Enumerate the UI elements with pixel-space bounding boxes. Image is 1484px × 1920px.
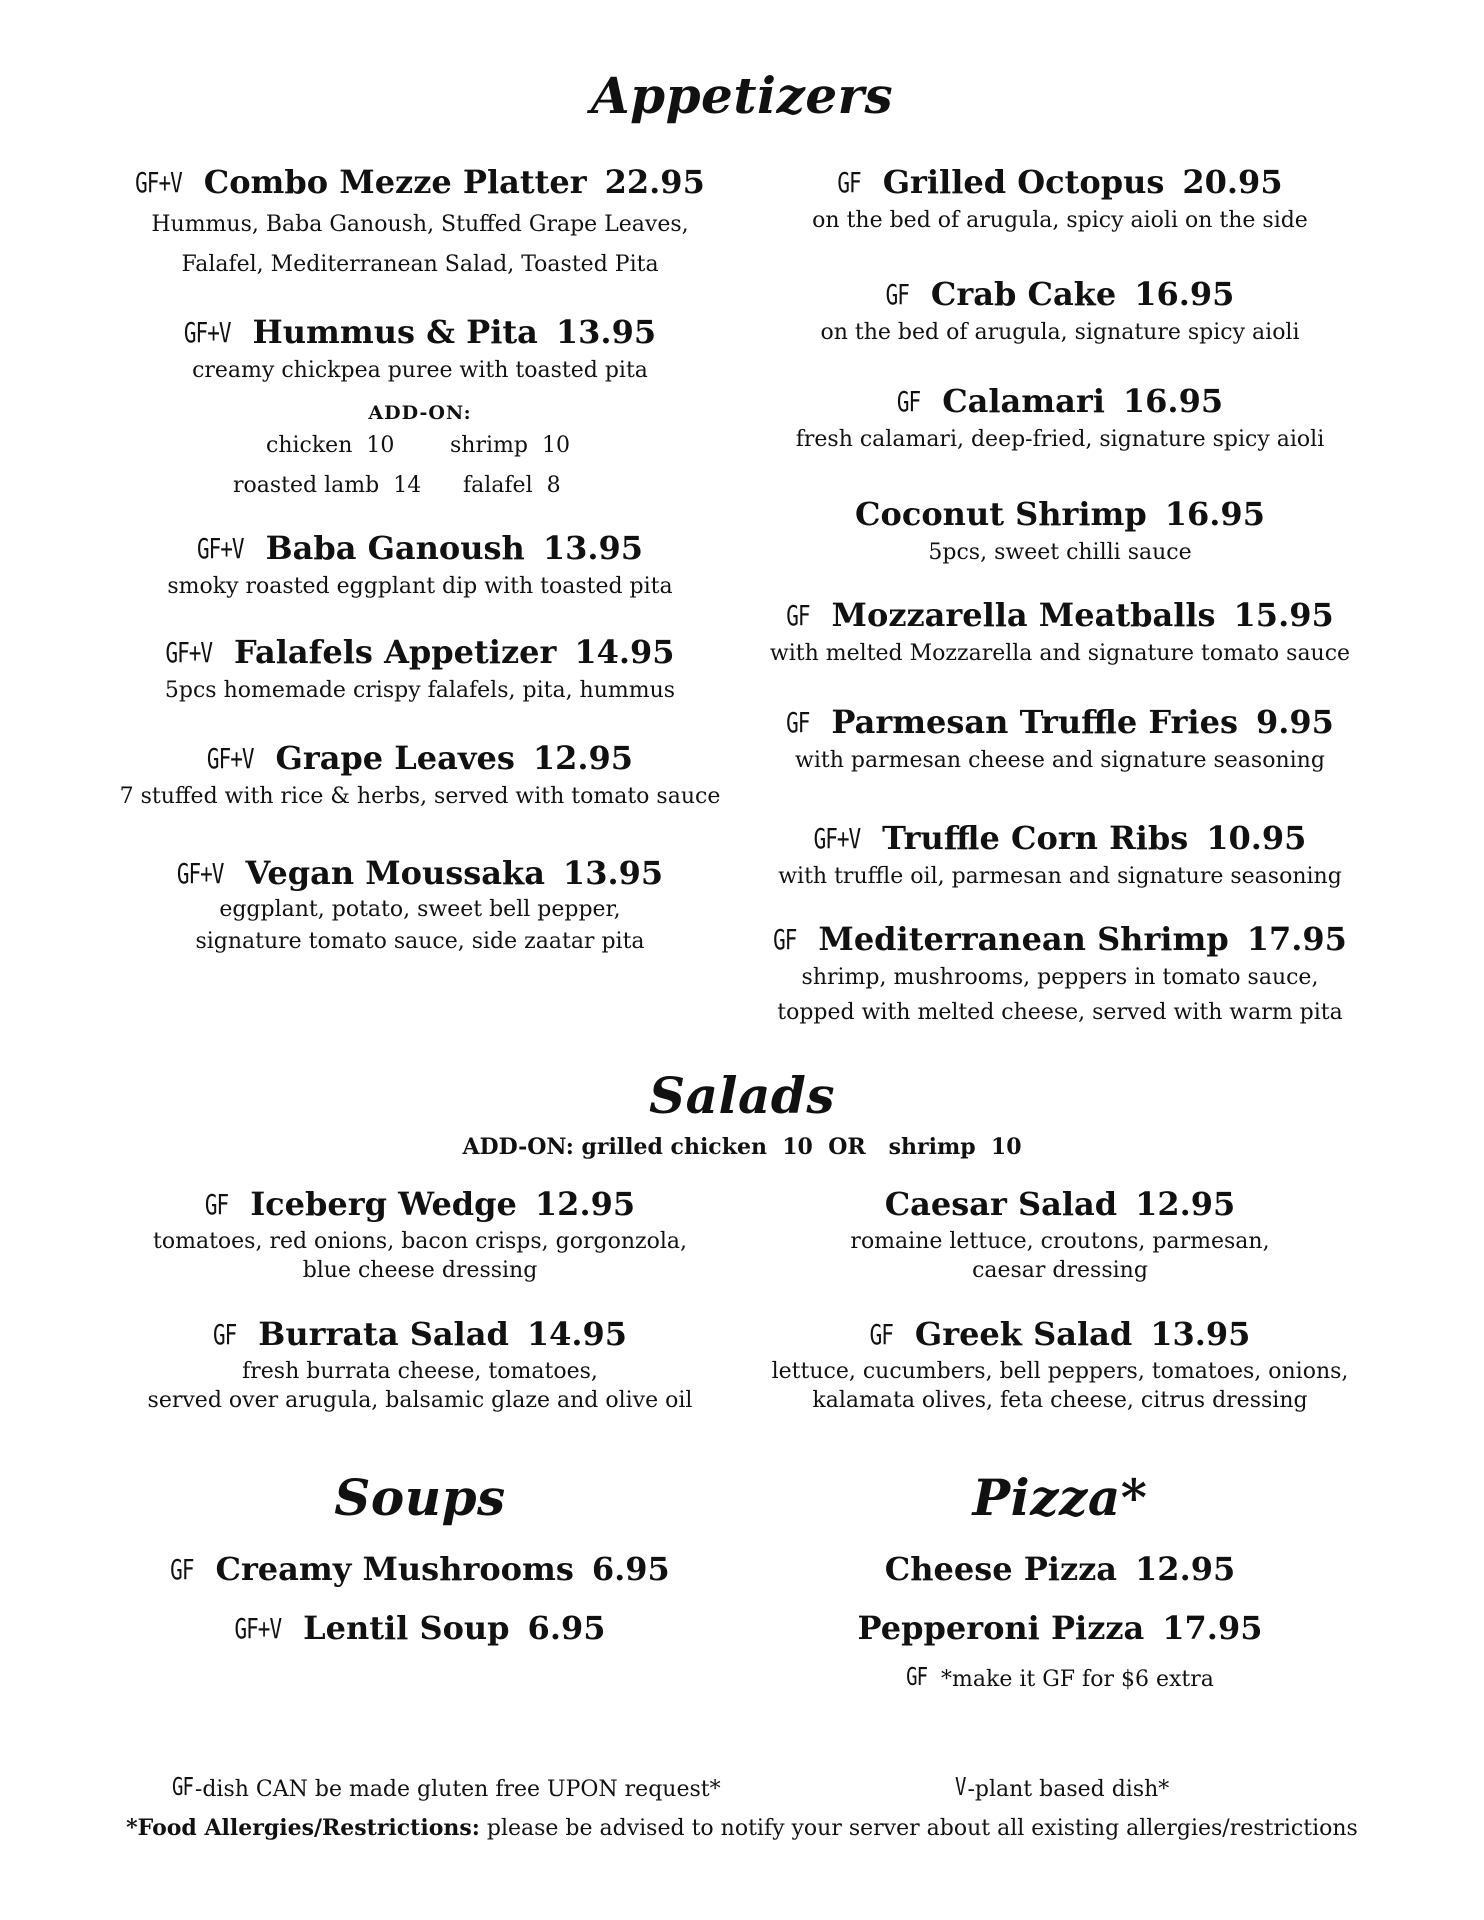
addon-falafel: falafel 8 (463, 473, 561, 498)
item-desc: 7 stuffed with rice & herbs, served with tomato sauce (119, 784, 721, 809)
item-desc: kalamata olives, feta cheese, citrus dressing (812, 1388, 1308, 1413)
item-name: Mediterranean Shrimp (818, 920, 1229, 958)
item-desc: caesar dressing (972, 1258, 1148, 1283)
menu-item (70, 1609, 770, 1647)
item-price: 6.95 (591, 1550, 670, 1588)
menu-item (740, 1550, 1380, 1588)
item-name: Parmesan Truffle Fries (831, 703, 1238, 741)
menu-item (70, 163, 770, 285)
gf-tag: GF (786, 600, 810, 632)
item-desc: 5pcs homemade crispy falafels, pita, hummus (164, 678, 676, 703)
item-price: 13.95 (555, 313, 657, 351)
item-name: Caesar Salad (884, 1185, 1118, 1223)
item-desc: shrimp, mushrooms, peppers in tomato sauce, (801, 965, 1319, 990)
item-desc: eggplant, potato, sweet bell pepper, (219, 897, 621, 922)
allergy-notice: *Food Allergies/Restrictions: please be advised to notify your server about all existing allergies/restrictions (126, 1815, 1358, 1841)
gf-v-tag: GF+V (183, 317, 231, 349)
gf-tag: GF (869, 1319, 893, 1351)
item-price: 6.95 (527, 1609, 606, 1647)
gf-tag: GF (896, 386, 921, 418)
gf-tag: GF (172, 1772, 193, 1802)
item-desc: signature tomato sauce, side zaatar pita (195, 929, 645, 954)
item-price: 17.95 (1162, 1609, 1263, 1647)
menu-item (70, 739, 770, 813)
item-price: 13.95 (562, 854, 664, 892)
item-name: Grilled Octopus (882, 163, 1165, 201)
gf-tag: GF (773, 924, 797, 956)
menu-item (740, 596, 1380, 670)
item-desc: blue cheese dressing (302, 1258, 538, 1283)
item-name: Baba Ganoush (265, 529, 525, 567)
menu-item (740, 163, 1380, 237)
item-name: Lentil Soup (303, 1609, 510, 1647)
item-price: 14.95 (526, 1315, 628, 1353)
gf-tag: GF (786, 707, 810, 739)
menu-item (70, 1550, 770, 1588)
salads-heading: Salads (648, 1066, 835, 1125)
item-name: Combo Mezze Platter (203, 163, 587, 201)
menu-item (740, 495, 1380, 569)
gf-v-tag: GF+V (176, 858, 224, 890)
addon-shrimp: shrimp 10 (450, 433, 570, 458)
gf-v-tag: GF+V (206, 743, 254, 775)
item-name: Cheese Pizza (884, 1550, 1118, 1588)
gf-tag: GF (885, 279, 909, 311)
menu-item (740, 920, 1380, 1030)
item-name: Mozzarella Meatballs (831, 596, 1216, 634)
item-desc: 5pcs, sweet chilli sauce (928, 540, 1192, 565)
pizza-heading: Pizza* (972, 1468, 1148, 1527)
item-desc: romaine lettuce, croutons, parmesan, (850, 1229, 1270, 1254)
item-desc: fresh burrata cheese, tomatoes, (242, 1359, 598, 1384)
gf-tag: GF (212, 1319, 237, 1351)
item-desc: served over arugula, balsamic glaze and olive oil (147, 1388, 693, 1413)
item-desc: lettuce, cucumbers, bell peppers, tomatoes, onions, (771, 1359, 1349, 1384)
item-price: 16.95 (1134, 275, 1235, 313)
item-desc: Falafel, Mediterranean Salad, Toasted Pita (181, 252, 659, 277)
v-tag: V (955, 1772, 966, 1802)
item-desc: on the bed of arugula, spicy aioli on the side (812, 208, 1308, 233)
item-price: 16.95 (1122, 382, 1224, 420)
item-name: Hummus & Pita (252, 313, 538, 351)
item-price: 12.95 (1135, 1550, 1236, 1588)
item-price: 9.95 (1255, 703, 1334, 741)
item-name: Crab Cake (930, 275, 1117, 313)
item-name: Calamari (942, 382, 1105, 420)
item-name: Grape Leaves (275, 739, 515, 777)
item-desc: with parmesan cheese and signature seasoning (795, 748, 1325, 773)
item-desc: creamy chickpea puree with toasted pita (192, 358, 648, 383)
addon-chicken: chicken 10 (266, 433, 395, 458)
item-name: Greek Salad (914, 1315, 1133, 1353)
menu-item (70, 529, 770, 603)
item-price: 13.95 (542, 529, 644, 567)
gf-tag: GF (837, 167, 861, 199)
item-desc: smoky roasted eggplant dip with toasted pita (167, 574, 673, 599)
item-name: Iceberg Wedge (250, 1185, 517, 1223)
item-desc: with truffle oil, parmesan and signature seasoning (778, 864, 1342, 889)
item-name: Vegan Moussaka (245, 854, 545, 892)
item-price: 12.95 (532, 739, 634, 777)
menu-item (70, 1315, 770, 1415)
item-price: 22.95 (604, 163, 705, 201)
item-price: 15.95 (1233, 596, 1334, 634)
menu-item (740, 703, 1380, 777)
item-desc: Hummus, Baba Ganoush, Stuffed Grape Leaves, (151, 212, 689, 237)
item-name: Creamy Mushrooms (215, 1550, 574, 1588)
menu-item (740, 275, 1380, 349)
menu-item (740, 1185, 1380, 1285)
item-name: Coconut Shrimp (855, 495, 1147, 533)
pizza-gf-note: GF *make it GF for $6 extra (740, 1661, 1380, 1696)
gf-tag: GF (204, 1189, 229, 1221)
item-desc: with melted Mozzarella and signature tomato sauce (769, 641, 1351, 666)
v-legend: V-plant based dish* (955, 1772, 1170, 1802)
item-name: Falafels Appetizer (234, 633, 557, 671)
gf-tag: GF (170, 1554, 194, 1586)
gf-v-tag: GF+V (165, 637, 213, 669)
gf-v-tag: GF+V (234, 1613, 282, 1645)
item-desc: topped with melted cheese, served with warm pita (777, 1000, 1343, 1025)
menu-item (70, 1185, 770, 1285)
salads-addon: ADD-ON: grilled chicken 10 OR shrimp 10 (462, 1134, 1022, 1160)
gf-v-tag: GF+V (135, 167, 182, 199)
menu-item (70, 313, 770, 387)
item-price: 12.95 (534, 1185, 636, 1223)
item-price: 13.95 (1150, 1315, 1251, 1353)
item-price: 20.95 (1182, 163, 1283, 201)
appetizers-heading: Appetizers (590, 66, 894, 125)
item-name: Pepperoni Pizza (857, 1609, 1145, 1647)
item-desc: tomatoes, red onions, bacon crisps, gorgonzola, (153, 1229, 687, 1254)
addon-label: ADD-ON: (368, 402, 472, 424)
item-desc: fresh calamari, deep-fried, signature spicy aioli (795, 427, 1325, 452)
item-price: 16.95 (1164, 495, 1265, 533)
item-desc: on the bed of arugula, signature spicy aioli (820, 320, 1300, 345)
gf-tag: GF (906, 1662, 928, 1692)
item-price: 17.95 (1246, 920, 1347, 958)
soups-heading: Soups (334, 1468, 506, 1527)
gf-v-tag: GF+V (196, 533, 244, 565)
item-price: 10.95 (1206, 819, 1307, 857)
menu-item (740, 819, 1380, 893)
item-price: 14.95 (574, 633, 675, 671)
gf-legend: GF-dish CAN be made gluten free UPON request* (172, 1772, 721, 1802)
menu-item (70, 854, 770, 958)
gf-v-tag: GF+V (813, 823, 861, 855)
menu-item (70, 633, 770, 707)
menu-item (740, 1315, 1380, 1415)
item-name: Truffle Corn Ribs (882, 819, 1189, 857)
addon-lamb: roasted lamb 14 (233, 473, 422, 498)
menu-item (740, 382, 1380, 456)
menu-item (740, 1609, 1380, 1647)
item-price: 12.95 (1135, 1185, 1236, 1223)
item-name: Burrata Salad (258, 1315, 509, 1353)
